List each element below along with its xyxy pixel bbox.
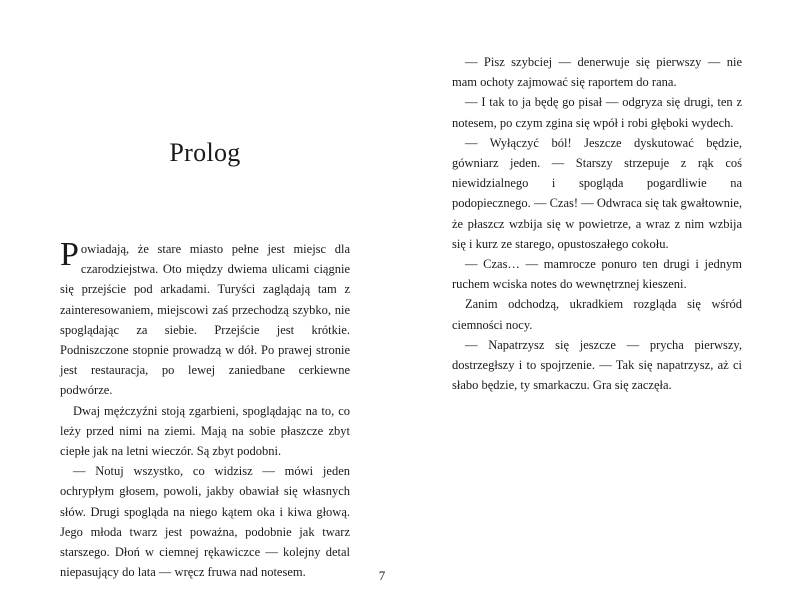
paragraph (60, 236, 350, 401)
right-page-text (452, 52, 742, 395)
paragraph: — I tak to ja będę go pisał — odgryza się drugi, ten z notesem, po czym zgina się wpół i robi głęboki wydech. (452, 95, 742, 130)
paragraph: — Notuj wszystko, co widzisz — mówi jeden ochrypłym głosem, powoli, jakby obawiał się własnych słów. Drugi spogląda na niego kątem oka i kiwa głową. Jego młoda twarz jest poważna, podobnie jak twarz starszego. Dłoń w ciemnej rękawiczce — kolejny detal niepasujący do lata — wręcz fruwa nad notesem. (60, 464, 350, 580)
paragraph: Zanim odchodzą, ukradkiem rozgląda się wśród ciemności nocy. (452, 297, 742, 332)
right-page (400, 0, 800, 607)
chapter-title: Prolog (169, 138, 241, 167)
page-number: 7 (378, 568, 386, 583)
paragraph: — Pisz szybciej — denerwuje się pierwszy — nie mam ochoty zajmować się raportem do rana. (452, 55, 742, 90)
paragraph-text: owiadają, że stare miasto pełne jest miejsc dla czarodziejstwa. Oto między dwiema ulicami ciągnie się przejście pod arkadami. Turyści zaglądają tam z zainteresowaniem, miejscowi zaś przechodzą szybko, nie spoglądając za siebie. Przejście jest krótkie. Podniszczone stopnie prowadzą w dół. Po prawej stronie jest restauracja, po lewej zaniedbane cerkiewne podwórze. (60, 242, 350, 398)
paragraph: — Wyłączyć ból! Jeszcze dyskutować będzie, gówniarz jeden. — Starszy strzepuje z rąk coś niewidzialnego i spogląda pogardliwie na podopiecznego. — Czas! — Odwraca się tak gwałtownie, że płaszcz wzbija się w powietrze, a wraz z nim wzbija się i kurz ze starego, opustoszałego cokołu. (452, 135, 742, 251)
paragraph: Dwaj mężczyźni stoją zgarbieni, spoglądając na to, co leży przed nimi na ziemi. Mają na sobie płaszcze zbyt ciepłe jak na letni wieczór. Są zbyt podobni. (60, 403, 350, 459)
drop-cap: P (60, 236, 79, 273)
paragraph: — Czas… — mamrocze ponuro ten drugi i jednym ruchem wciska notes do wewnętrznej kieszeni. (452, 257, 742, 292)
left-page-text (60, 236, 350, 582)
paragraph: — Napatrzysz się jeszcze — prycha pierwszy, dostrzegłszy i to spojrzenie. — Tak się napatrzysz, aż ci słabo będzie, ty smarkaczu. Gra się zaczęła. (452, 337, 742, 393)
